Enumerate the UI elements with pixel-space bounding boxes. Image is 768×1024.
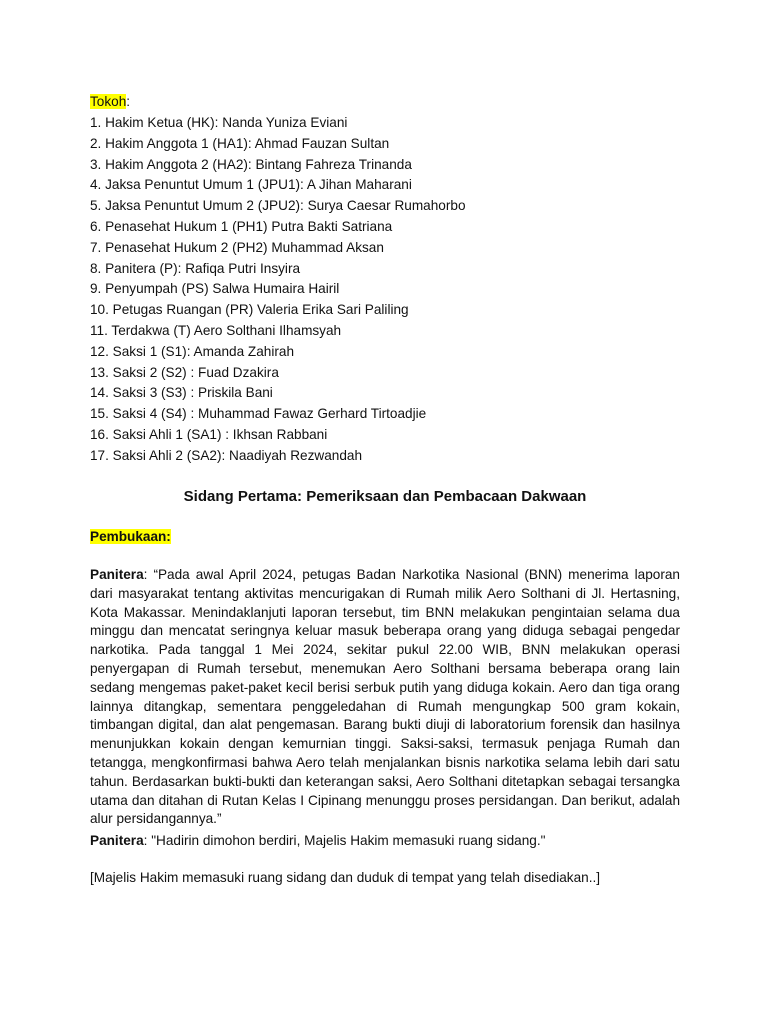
cast-heading-colon: : <box>126 94 131 109</box>
clerk-paragraph <box>90 566 680 829</box>
speaker-label: Panitera <box>90 567 144 582</box>
cast-list <box>90 113 466 467</box>
stage-direction: [Majelis Hakim memasuki ruang sidang dan duduk di tempat yang telah disediakan..] <box>90 870 601 885</box>
cast-item: 11. Terdakwa (T) Aero Solthani Ilhamsyah <box>90 322 342 338</box>
cast-item: 5. Jaksa Penuntut Umum 2 (JPU2): Surya Caesar Rumahorbo <box>90 198 466 214</box>
cast-heading <box>90 92 130 112</box>
cast-item: 14. Saksi 3 (S3) : Priskila Bani <box>90 385 273 401</box>
clerk-announcement <box>90 831 545 851</box>
cast-heading-text: Tokoh <box>90 94 127 109</box>
cast-item: 15. Saksi 4 (S4) : Muhammad Fawaz Gerhard Tirtoadjie <box>90 406 427 422</box>
cast-item: 13. Saksi 2 (S2) : Fuad Dzakira <box>90 364 279 380</box>
announcement-text: : "Hadirin dimohon berdiri, Majelis Hakim memasuki ruang sidang." <box>143 833 546 848</box>
session-title: Sidang Pertama: Pemeriksaan dan Pembacaan Dakwaan <box>183 488 587 505</box>
cast-item: 4. Jaksa Penuntut Umum 1 (JPU1): A Jihan Maharani <box>90 177 412 193</box>
cast-item: 8. Panitera (P): Rafiqa Putri Insyira <box>90 260 301 276</box>
cast-item: 17. Saksi Ahli 2 (SA2): Naadiyah Rezwandah <box>90 447 363 463</box>
cast-item: 9. Penyumpah (PS) Salwa Humaira Hairil <box>90 281 340 297</box>
speaker-label: Panitera <box>90 833 144 848</box>
cast-item: 12. Saksi 1 (S1): Amanda Zahirah <box>90 343 295 359</box>
cast-item: 2. Hakim Anggota 1 (HA1): Ahmad Fauzan Sultan <box>90 135 390 151</box>
cast-item: 1. Hakim Ketua (HK): Nanda Yuniza Eviani <box>90 115 348 130</box>
opening-heading <box>90 527 171 547</box>
cast-item: 10. Petugas Ruangan (PR) Valeria Erika Sari Paliling <box>90 302 409 318</box>
cast-item: 16. Saksi Ahli 1 (SA1) : Ikhsan Rabbani <box>90 426 328 442</box>
cast-item: 6. Penasehat Hukum 1 (PH1) Putra Bakti Satriana <box>90 218 393 234</box>
paragraph-text: : “Pada awal April 2024, petugas Badan Narkotika Nasional (BNN) menerima laporan dari masyarakat tentang aktivitas mencurigakan di Rumah milik Aero Solthani di Jl. Hertasning, Kota Makassar. Menindaklanjuti laporan tersebut, tim BNN melakukan pengintaian selama dua minggu dan mencatat seringnya keluar masuk beberapa orang yang diduga sebagai pengedar narkotika. Pada tanggal 1 Mei 2024, sekitar pukul 22.00 WIB, BNN melakukan operasi penyergapan di Rumah tersebut, menemukan Aero Solthani bersama beberapa orang lain sedang mengemas paket-paket kecil berisi serbuk putih yang diduga kokain. Aero dan tiga orang lainnya ditangkap, sementara penggeledahan di Rumah mengungkap 500 gram kokain, timbangan digital, dan alat pengemasan. Barang bukti diuji di laboratorium forensik dan hasilnya menunjukkan kokain dengan kemurnian tinggi. Saksi-saksi, termasuk penjaga Rumah dan tetangga, mengkonfirmasi bahwa Aero telah menjalankan bisnis narkotika selama lebih dari satu tahun. Berdasarkan bukti-bukti dan keterangan saksi, Aero Solthani ditetapkan sebagai tersangka utama dan ditahan di Rutan Kelas I Cipinang menunggu proses persidangan. Dan berikut, adalah alur persidangannya.” <box>90 567 680 827</box>
cast-item: 7. Penasehat Hukum 2 (PH2) Muhammad Aksan <box>90 239 384 255</box>
opening-heading-text: Pembukaan: <box>90 529 171 544</box>
cast-item: 3. Hakim Anggota 2 (HA2): Bintang Fahreza Trinanda <box>90 156 412 172</box>
